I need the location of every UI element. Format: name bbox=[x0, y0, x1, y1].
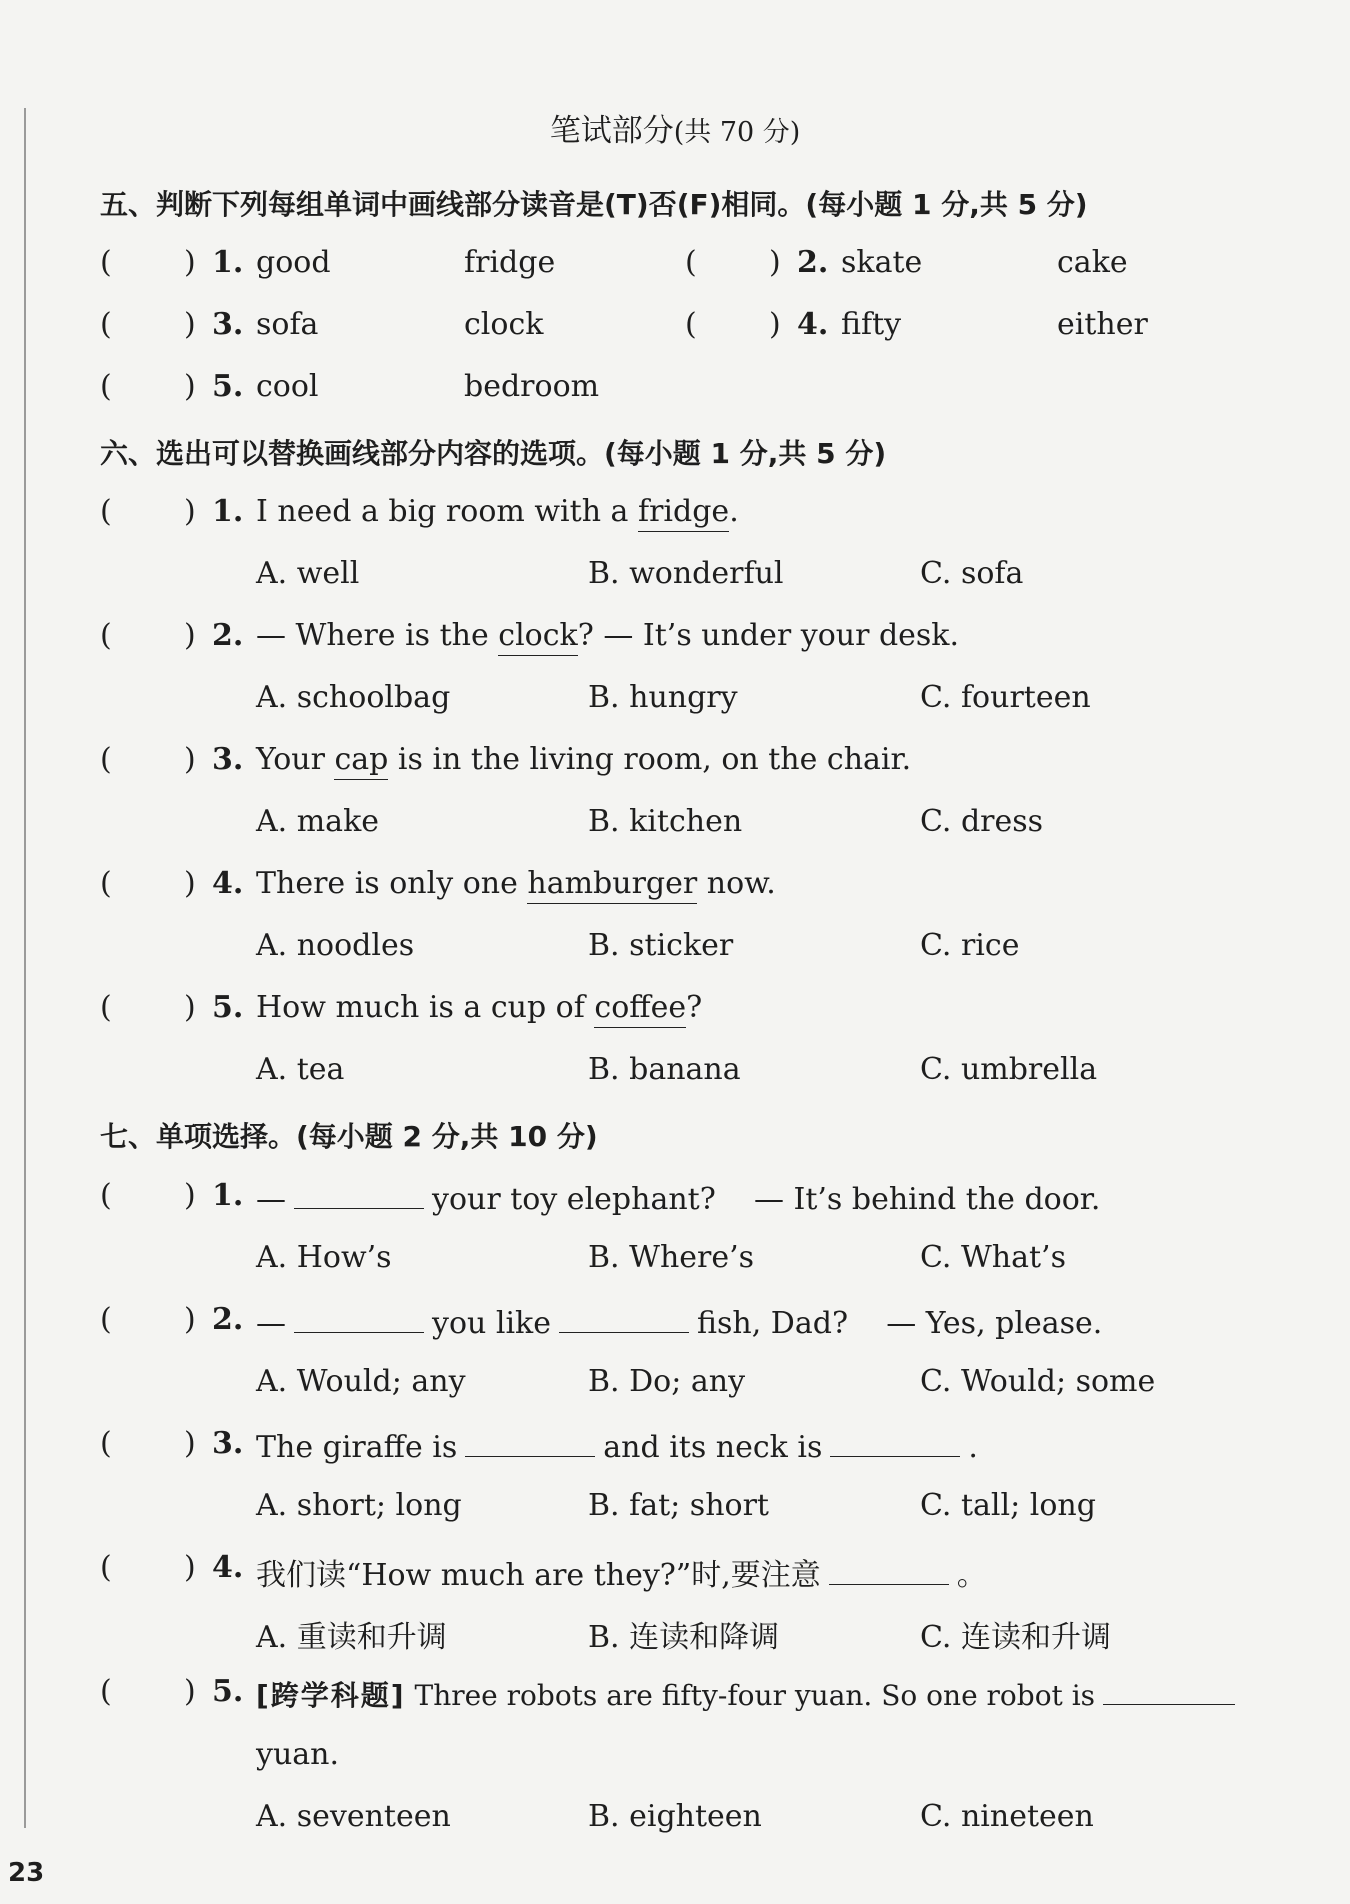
stem-part: and its neck is bbox=[603, 1430, 823, 1465]
item-number: 1. bbox=[212, 245, 244, 280]
underlined-word: hamburger bbox=[527, 866, 697, 904]
answer-paren-right: ) bbox=[184, 990, 196, 1025]
stem-continuation: yuan. bbox=[256, 1737, 340, 1772]
underlined-word: cap bbox=[334, 742, 388, 780]
answer-paren-right: ) bbox=[184, 1674, 196, 1709]
page-number: 23 bbox=[8, 1858, 45, 1888]
answer-paren-right: ) bbox=[184, 618, 196, 653]
item-number: 3. bbox=[212, 307, 244, 342]
answer-paren-right: ) bbox=[184, 1178, 196, 1213]
item-number: 5. bbox=[212, 1674, 244, 1709]
option-a: A. tea bbox=[256, 1052, 345, 1087]
answer-paren-right: ) bbox=[769, 245, 781, 280]
option-b: B. hungry bbox=[588, 680, 738, 715]
option-b: B. fat; short bbox=[588, 1488, 769, 1523]
word-b: either bbox=[1057, 307, 1148, 342]
option-a: A. short; long bbox=[256, 1488, 462, 1523]
word-b: clock bbox=[464, 307, 544, 342]
stem-pre: There is only one bbox=[256, 866, 528, 901]
answer-paren-right: ) bbox=[184, 245, 196, 280]
answer-paren-left[interactable]: ( bbox=[100, 1302, 112, 1337]
stem-pre: How much is a cup of bbox=[256, 990, 595, 1025]
option-b: B. wonderful bbox=[588, 556, 784, 591]
title-text: 笔试部分 bbox=[549, 113, 674, 149]
item-number: 2. bbox=[212, 1302, 244, 1337]
word-a: fifty bbox=[841, 307, 902, 342]
page-title bbox=[0, 105, 1350, 150]
answer-paren-left[interactable]: ( bbox=[100, 1426, 112, 1461]
answer-blank[interactable] bbox=[294, 1178, 424, 1209]
answer-paren-left[interactable]: ( bbox=[100, 866, 112, 901]
option-a: A. seventeen bbox=[256, 1799, 451, 1834]
answer-paren-right: ) bbox=[184, 1550, 196, 1585]
stem-post: now. bbox=[697, 866, 776, 901]
answer-paren-left[interactable]: ( bbox=[100, 990, 112, 1025]
stem-post: . bbox=[729, 494, 739, 529]
option-b: B. Where’s bbox=[588, 1240, 755, 1275]
answer-blank[interactable] bbox=[465, 1426, 595, 1457]
answer-blank[interactable] bbox=[559, 1302, 689, 1333]
question-stem bbox=[256, 618, 959, 656]
word-a: sofa bbox=[256, 307, 319, 342]
answer-paren-right: ) bbox=[769, 307, 781, 342]
option-a: A. well bbox=[256, 556, 360, 591]
item-number: 4. bbox=[212, 1550, 244, 1585]
answer-paren-right: ) bbox=[184, 1426, 196, 1461]
option-b: B. banana bbox=[588, 1052, 741, 1087]
answer-paren-left[interactable]: ( bbox=[100, 1550, 112, 1585]
stem-part: — bbox=[256, 1182, 286, 1217]
word-b: bedroom bbox=[464, 369, 600, 404]
item-number: 2. bbox=[212, 618, 244, 653]
underlined-word: coffee bbox=[594, 990, 686, 1028]
item-number: 3. bbox=[212, 1426, 244, 1461]
option-a: A. Would; any bbox=[256, 1364, 466, 1399]
answer-paren-right: ) bbox=[184, 1302, 196, 1337]
option-a: A. 重读和升调 bbox=[256, 1620, 447, 1655]
option-c: C. nineteen bbox=[920, 1799, 1094, 1834]
answer-blank[interactable] bbox=[829, 1554, 949, 1585]
question-stem bbox=[256, 742, 911, 780]
question-stem bbox=[256, 494, 739, 532]
word-a: cool bbox=[256, 369, 319, 404]
answer-paren-right: ) bbox=[184, 307, 196, 342]
answer-paren-left[interactable]: ( bbox=[100, 742, 112, 777]
question-stem bbox=[256, 1178, 1100, 1217]
stem-part: your toy elephant? bbox=[432, 1182, 716, 1217]
stem-part: fish, Dad? bbox=[697, 1306, 849, 1341]
option-a: A. make bbox=[256, 804, 380, 839]
stem-part: — bbox=[256, 1306, 286, 1341]
question-stem bbox=[256, 866, 776, 904]
answer-paren-left[interactable]: ( bbox=[100, 618, 112, 653]
stem-part: The giraffe is bbox=[256, 1430, 458, 1465]
answer-paren-left[interactable]: ( bbox=[100, 1178, 112, 1213]
option-a: A. noodles bbox=[256, 928, 415, 963]
section6-heading: 六、选出可以替换画线部分内容的选项。(每小题 1 分,共 5 分) bbox=[100, 437, 887, 470]
stem-post: is in the living room, on the chair. bbox=[388, 742, 912, 777]
answer-paren-left[interactable]: ( bbox=[100, 307, 112, 342]
item-number: 4. bbox=[797, 307, 829, 342]
option-b: B. 连读和降调 bbox=[588, 1620, 780, 1655]
option-c: C. sofa bbox=[920, 556, 1024, 591]
section7-heading: 七、单项选择。(每小题 2 分,共 10 分) bbox=[100, 1120, 598, 1153]
answer-paren-left[interactable]: ( bbox=[100, 245, 112, 280]
option-c: C. Would; some bbox=[920, 1364, 1156, 1399]
question-stem bbox=[256, 1550, 987, 1594]
stem-part: Three robots are fifty-four yuan. So one robot is bbox=[414, 1679, 1096, 1712]
stem-pre: I need a big room with a bbox=[256, 494, 638, 529]
answer-paren-left[interactable]: ( bbox=[685, 245, 697, 280]
option-a: A. schoolbag bbox=[256, 680, 451, 715]
answer-paren-left[interactable]: ( bbox=[100, 1674, 112, 1709]
stem-pre: Your bbox=[256, 742, 335, 777]
answer-blank[interactable] bbox=[1103, 1674, 1235, 1705]
item-number: 2. bbox=[797, 245, 829, 280]
option-c: C. dress bbox=[920, 804, 1044, 839]
word-b: fridge bbox=[464, 245, 556, 280]
stem-pre: — Where is the bbox=[256, 618, 499, 653]
stem-part: . bbox=[968, 1430, 978, 1465]
margin-line bbox=[24, 108, 26, 1828]
item-number: 1. bbox=[212, 1178, 244, 1213]
answer-paren-right: ) bbox=[184, 494, 196, 529]
stem-part: — Yes, please. bbox=[886, 1306, 1103, 1341]
item-number: 5. bbox=[212, 369, 244, 404]
answer-paren-left[interactable]: ( bbox=[100, 494, 112, 529]
section5-heading: 五、判断下列每组单词中画线部分读音是(T)否(F)相同。(每小题 1 分,共 5 分) bbox=[100, 188, 1088, 221]
question-stem bbox=[256, 1674, 1243, 1714]
option-b: B. Do; any bbox=[588, 1364, 746, 1399]
answer-paren-left[interactable]: ( bbox=[100, 369, 112, 404]
word-a: skate bbox=[841, 245, 923, 280]
option-c: C. tall; long bbox=[920, 1488, 1096, 1523]
option-c: C. What’s bbox=[920, 1240, 1066, 1275]
option-b: B. kitchen bbox=[588, 804, 743, 839]
option-c: C. rice bbox=[920, 928, 1020, 963]
word-a: good bbox=[256, 245, 331, 280]
answer-paren-right: ) bbox=[184, 866, 196, 901]
question-stem bbox=[256, 990, 702, 1028]
word-b: cake bbox=[1057, 245, 1128, 280]
underlined-word: fridge bbox=[638, 494, 729, 532]
answer-blank[interactable] bbox=[830, 1426, 960, 1457]
option-a: A. How’s bbox=[256, 1240, 392, 1275]
stem-post: ? bbox=[686, 990, 703, 1025]
stem-part: 。 bbox=[956, 1558, 987, 1593]
answer-paren-right: ) bbox=[184, 742, 196, 777]
title-points: (共 70 分) bbox=[673, 117, 801, 148]
option-c: C. fourteen bbox=[920, 680, 1091, 715]
item-number: 1. bbox=[212, 494, 244, 529]
option-c: C. 连读和升调 bbox=[920, 1620, 1111, 1655]
item-number: 3. bbox=[212, 742, 244, 777]
option-b: B. sticker bbox=[588, 928, 734, 963]
question-stem bbox=[256, 1302, 1102, 1341]
item-number: 5. bbox=[212, 990, 244, 1025]
interdisciplinary-tag: [跨学科题] bbox=[256, 1679, 406, 1712]
answer-blank[interactable] bbox=[294, 1302, 424, 1333]
item-number: 4. bbox=[212, 866, 244, 901]
stem-part: — It’s behind the door. bbox=[753, 1182, 1101, 1217]
option-b: B. eighteen bbox=[588, 1799, 762, 1834]
answer-paren-right: ) bbox=[184, 369, 196, 404]
question-stem bbox=[256, 1426, 978, 1465]
stem-part: you like bbox=[432, 1306, 551, 1341]
stem-post: ? — It’s under your desk. bbox=[577, 618, 960, 653]
underlined-word: clock bbox=[498, 618, 577, 656]
answer-paren-left[interactable]: ( bbox=[685, 307, 697, 342]
option-c: C. umbrella bbox=[920, 1052, 1098, 1087]
stem-part: 我们读“How much are they?”时,要注意 bbox=[256, 1558, 821, 1593]
